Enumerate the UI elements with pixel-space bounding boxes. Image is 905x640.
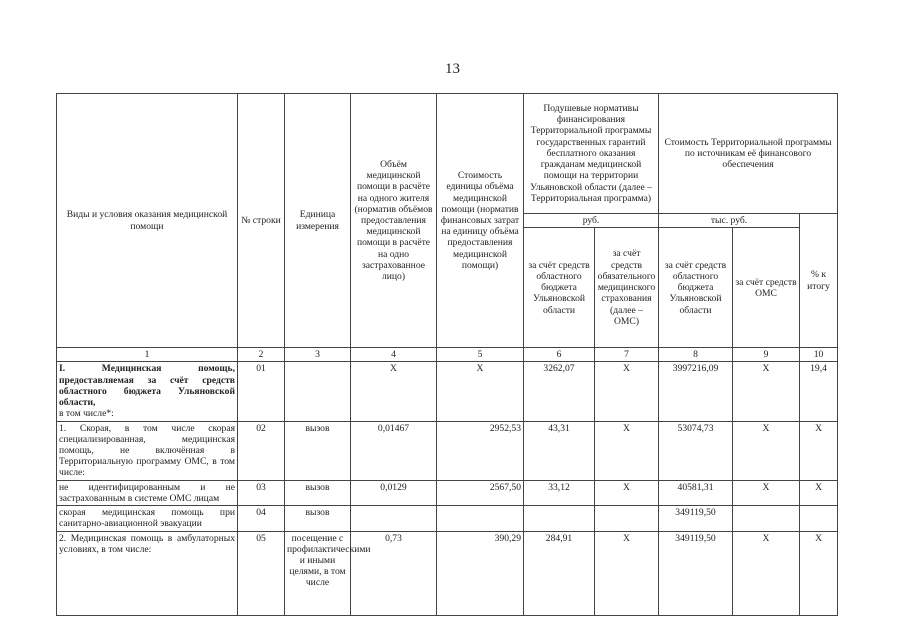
- column-number: 9: [733, 348, 800, 362]
- column-number: 10: [800, 348, 838, 362]
- row-volume: 0,01467: [351, 421, 437, 480]
- row-tc-budget: 3997216,09: [659, 362, 733, 421]
- column-number: 5: [437, 348, 524, 362]
- column-number-row: [57, 348, 838, 362]
- row-tc-oms: X: [733, 531, 800, 615]
- row-number: 05: [238, 531, 285, 615]
- page-number: 13: [445, 61, 460, 77]
- row-pc-oms: X: [595, 531, 659, 615]
- row-tc-budget: 53074,73: [659, 421, 733, 480]
- row-pc-budget: 33,12: [524, 480, 595, 505]
- row-tc-oms: X: [733, 480, 800, 505]
- row-pc-oms: [595, 506, 659, 531]
- row-tc-percent: X: [800, 531, 838, 615]
- header-per-capita: Подушевые нормативы финансирования Территориальной программы государственных гарантий бесплатного оказания гражданам медицинской помощи на территории Ульяновской области (далее – Территориальная программа): [524, 94, 659, 214]
- row-volume: 0,0129: [351, 480, 437, 505]
- header-tc-oms: за счёт средств ОМС: [733, 228, 800, 348]
- header-row-number: № строки: [238, 94, 285, 348]
- row-tc-oms: X: [733, 421, 800, 480]
- row-pc-budget: [524, 506, 595, 531]
- row-tc-budget: 40581,31: [659, 480, 733, 505]
- column-number: 1: [57, 348, 238, 362]
- row-pc-oms: X: [595, 480, 659, 505]
- row-cost: 2567,50: [437, 480, 524, 505]
- row-name: 2. Медицинская помощь в амбулаторных условиях, в том числе:: [57, 531, 238, 615]
- table-row: [57, 421, 838, 480]
- column-number: 4: [351, 348, 437, 362]
- row-volume: 0,73: [351, 531, 437, 615]
- header-unit: Единица измерения: [285, 94, 351, 348]
- header-tc-budget: за счёт средств областного бюджета Ульяновской области: [659, 228, 733, 348]
- row-unit: посещение с профилактическими и иными целями, в том числе: [285, 531, 351, 615]
- row-cost: 390,29: [437, 531, 524, 615]
- header-unit-rub: руб.: [524, 214, 659, 228]
- row-cost: [437, 506, 524, 531]
- column-number: 7: [595, 348, 659, 362]
- row-tc-percent: 19,4: [800, 362, 838, 421]
- row-number: 04: [238, 506, 285, 531]
- row-cost: X: [437, 362, 524, 421]
- row-pc-oms: X: [595, 362, 659, 421]
- row-volume: X: [351, 362, 437, 421]
- row-unit: [285, 362, 351, 421]
- row-pc-budget: 284,91: [524, 531, 595, 615]
- table-row: [57, 531, 838, 615]
- row-tc-oms: [733, 506, 800, 531]
- row-number: 01: [238, 362, 285, 421]
- row-name: не идентифицированным и не застрахованным в системе ОМС лицам: [57, 480, 238, 505]
- header-pc-oms: за счёт средств обязательного медицинского страхования (далее – ОМС): [595, 228, 659, 348]
- row-cost: 2952,53: [437, 421, 524, 480]
- row-unit: вызов: [285, 480, 351, 505]
- row-number: 03: [238, 480, 285, 505]
- row-name: 1. Скорая, в том числе скорая специализированная, медицинская помощь, не включённая в Территориальную программу ОМС, в том числе:: [57, 421, 238, 480]
- row-unit: вызов: [285, 506, 351, 531]
- table-row: [57, 362, 838, 421]
- table-row: [57, 480, 838, 505]
- row-name: [57, 362, 238, 421]
- row-tc-percent: [800, 506, 838, 531]
- header-pc-budget: за счёт средств областного бюджета Ульяновской области: [524, 228, 595, 348]
- row-tc-oms: X: [733, 362, 800, 421]
- row-tc-percent: X: [800, 421, 838, 480]
- column-number: 3: [285, 348, 351, 362]
- row-pc-budget: 43,31: [524, 421, 595, 480]
- header-percent: % к итогу: [800, 214, 838, 348]
- header-total-cost: Стоимость Территориальной программы по источникам её финансового обеспечения: [659, 94, 838, 214]
- column-number: 6: [524, 348, 595, 362]
- table-row: [57, 506, 838, 531]
- row-tc-budget: 349119,50: [659, 531, 733, 615]
- row-number: 02: [238, 421, 285, 480]
- row-name: скорая медицинская помощь при санитарно-авиационной эвакуации: [57, 506, 238, 531]
- header-unit-thousand-rub: тыс. руб.: [659, 214, 800, 228]
- row-unit: вызов: [285, 421, 351, 480]
- column-number: 2: [238, 348, 285, 362]
- header-volume: Объём медицинской помощи в расчёте на одного жителя (норматив объёмов предоставления медицинской помощи в расчёте на одно застрахованное лицо): [351, 94, 437, 348]
- header-types: Виды и условия оказания медицинской помощи: [57, 94, 238, 348]
- column-number: 8: [659, 348, 733, 362]
- row-volume: [351, 506, 437, 531]
- row-pc-oms: X: [595, 421, 659, 480]
- header-unit-cost: Стоимость единицы объёма медицинской помощи (норматив финансовых затрат на единицу объёма предоставления медицинской помощи): [437, 94, 524, 348]
- row-tc-percent: X: [800, 480, 838, 505]
- row-tc-budget: 349119,50: [659, 506, 733, 531]
- row-pc-budget: 3262,07: [524, 362, 595, 421]
- row-title: I. Медицинская помощь, предоставляемая за счёт средств областного бюджета Ульяновской области,: [59, 363, 235, 409]
- row-title-suffix: в том числе*:: [59, 408, 114, 420]
- program-cost-table: [56, 93, 838, 616]
